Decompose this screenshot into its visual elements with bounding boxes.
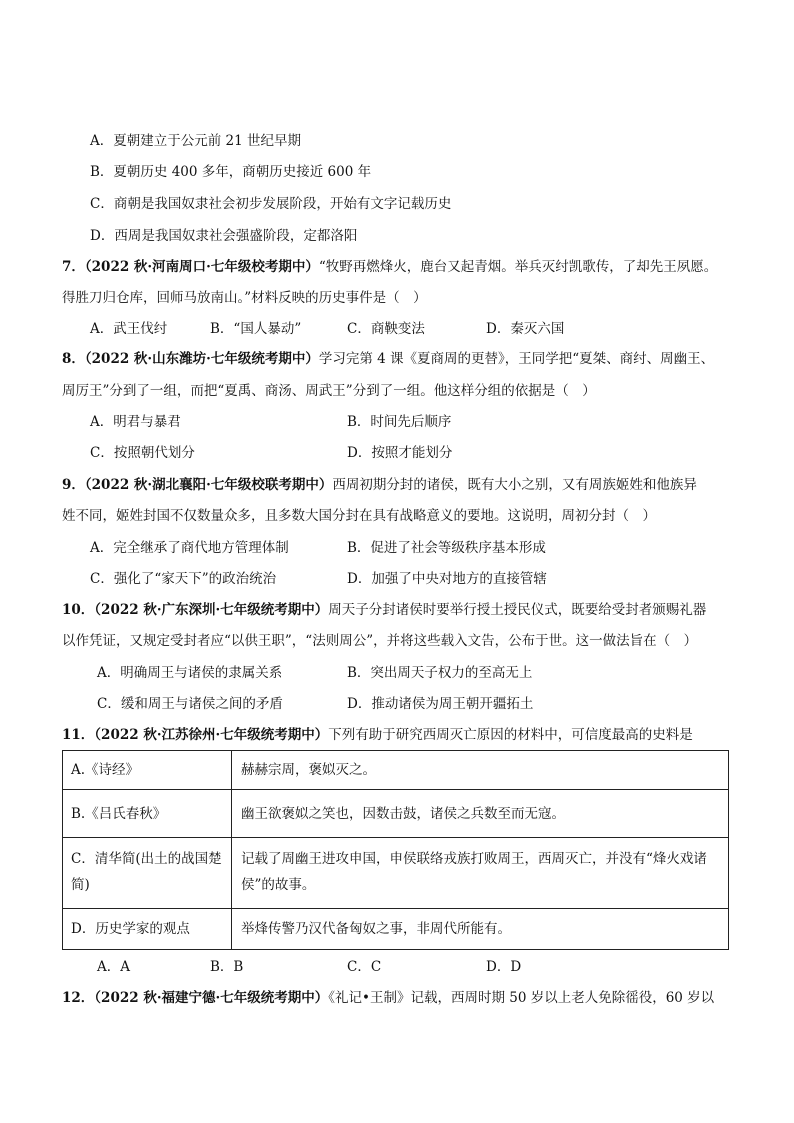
- q9-stem-line2: 姓不同，姬姓封国不仅数量众多，且多数大国分封在具有战略意义的要地。这说明，周初分封（ ）: [62, 508, 656, 524]
- q7-option-c: C．商鞅变法: [347, 321, 425, 337]
- q12-stem-line1: [62, 989, 714, 1007]
- table-cell-content: [232, 909, 728, 949]
- table-cell-source: [63, 838, 232, 908]
- table-cell-content: [232, 838, 728, 908]
- q11-source-table: [62, 750, 729, 950]
- q10-stem-line2: 以作凭证，又规定受封者应“以供王职”，“法则周公”，并将这些载入文告，公布于世。这一做法旨在（ ）: [62, 633, 698, 649]
- q10-option-b: B．突出周天子权力的至高无上: [347, 665, 533, 681]
- q9-option-b: B．促进了社会等级秩序基本形成: [347, 540, 546, 556]
- q10-text: 周天子分封诸侯时要举行授土授民仪式，既要给受封者颁赐礼器: [328, 602, 707, 618]
- q8-option-c: C．按照朝代划分: [90, 445, 195, 461]
- q7-stem-line2: 得胜刀归仓库，回师马放南山。”材料反映的历史事件是（ ）: [62, 290, 427, 306]
- q9-option-c: C．强化了“家天下”的政治统治: [90, 571, 277, 587]
- q10-number: 10．: [62, 602, 95, 618]
- cell-text: D．历史学家的观点: [71, 921, 190, 937]
- q9-source: （2022 秋·湖北襄阳·七年级校联考期中）: [84, 477, 333, 493]
- table-row: [63, 751, 728, 789]
- q6-option-a: A．夏朝建立于公元前 21 世纪早期: [90, 133, 302, 149]
- q9-text: 西周初期分封的诸侯，既有大小之别，又有周族姬姓和他族异: [332, 477, 697, 493]
- q7-stem-line1: [62, 258, 717, 276]
- cell-text: 简): [71, 877, 90, 893]
- q8-source: （2022 秋·山东潍坊·七年级统考期中）: [84, 351, 319, 367]
- table-cell-source: [63, 790, 232, 837]
- table-cell-source: [63, 751, 232, 789]
- q6-option-d: D．西周是我国奴隶社会强盛阶段，定都洛阳: [90, 228, 358, 244]
- q7-text: “牧野再燃烽火，鹿台又起青烟。举兵灭纣凯歌传，了却先王夙愿。: [318, 259, 718, 275]
- q8-number: 8．: [62, 351, 85, 367]
- table-row: [63, 908, 728, 949]
- table-cell-source: [63, 909, 232, 949]
- q10-stem-line1: [62, 601, 706, 619]
- table-cell-content: [232, 790, 728, 837]
- q9-number: 9．: [62, 477, 85, 493]
- q8-option-d: D．按照才能划分: [347, 445, 453, 461]
- table-row: [63, 789, 728, 837]
- q10-option-d: D．推动诸侯为周王朝开疆拓土: [347, 696, 534, 712]
- q11-option-c: C．C: [347, 959, 382, 975]
- q7-option-d: D．秦灭六国: [486, 321, 565, 337]
- cell-text: 记载了周幽王进攻申国，申侯联络戎族打败周王，西周灭亡，并没有“烽火戏诸: [241, 851, 707, 867]
- q11-stem-line1: [62, 726, 693, 744]
- q7-source: （2022 秋·河南周口·七年级校考期中）: [84, 259, 319, 275]
- q8-option-b: B．时间先后顺序: [347, 414, 452, 430]
- cell-text: 举烽传警乃汉代备匈奴之事，非周代所能有。: [241, 921, 511, 937]
- q12-number: 12．: [62, 990, 95, 1006]
- q7-option-a: A．武王伐纣: [90, 321, 168, 337]
- q8-stem-line1: [62, 350, 714, 368]
- q11-text: 下列有助于研究西周灭亡原因的材料中，可信度最高的史料是: [328, 727, 693, 743]
- q6-option-c: C．商朝是我国奴隶社会初步发展阶段，开始有文字记载历史: [90, 196, 452, 212]
- q11-option-b: B．B: [210, 959, 244, 975]
- q8-option-a: A．明君与暴君: [90, 414, 181, 430]
- q11-option-d: D．D: [486, 959, 522, 975]
- q8-text: 学习完第 4 课《夏商周的更替》，王同学把“夏桀、商纣、周幽王、: [318, 351, 715, 367]
- q10-option-a: A．明确周王与诸侯的隶属关系: [97, 665, 283, 681]
- cell-text: B.《吕氏春秋》: [71, 806, 167, 822]
- q11-option-a: A．A: [97, 959, 130, 975]
- cell-text: A.《诗经》: [71, 762, 140, 778]
- q10-source: （2022 秋·广东深圳·七年级统考期中）: [94, 602, 329, 618]
- q12-source: （2022 秋·福建宁德·七年级统考期中）: [94, 990, 329, 1006]
- cell-text: 幽王欲褒姒之笑也，因数击鼓，诸侯之兵数至而无寇。: [241, 806, 565, 822]
- cell-text: C．清华简(出土的战国楚: [71, 851, 222, 867]
- q11-number: 11．: [62, 727, 95, 743]
- q9-stem-line1: [62, 476, 697, 494]
- q8-stem-line2: 周厉王”分到了一组，而把“夏禹、商汤、周武王”分到了一组。他这样分组的依据是（ ）: [62, 383, 596, 399]
- cell-text: 赫赫宗周，褒姒灭之。: [241, 762, 376, 778]
- q7-number: 7．: [62, 259, 85, 275]
- q9-option-a: A．完全继承了商代地方管理体制: [90, 540, 289, 556]
- q11-source: （2022 秋·江苏徐州·七年级统考期中）: [94, 727, 329, 743]
- q7-option-b: B．“国人暴动”: [210, 321, 302, 337]
- cell-text: 侯”的故事。: [241, 877, 316, 893]
- q12-text: 《礼记•王制》记载，西周时期 50 岁以上老人免除徭役，60 岁以: [328, 990, 715, 1006]
- table-cell-content: [232, 751, 728, 789]
- q9-option-d: D．加强了中央对地方的直接管辖: [347, 571, 547, 587]
- q6-option-b: B．夏朝历史 400 多年，商朝历史接近 600 年: [90, 164, 372, 180]
- table-row: [63, 837, 728, 908]
- q10-option-c: C．缓和周王与诸侯之间的矛盾: [97, 696, 283, 712]
